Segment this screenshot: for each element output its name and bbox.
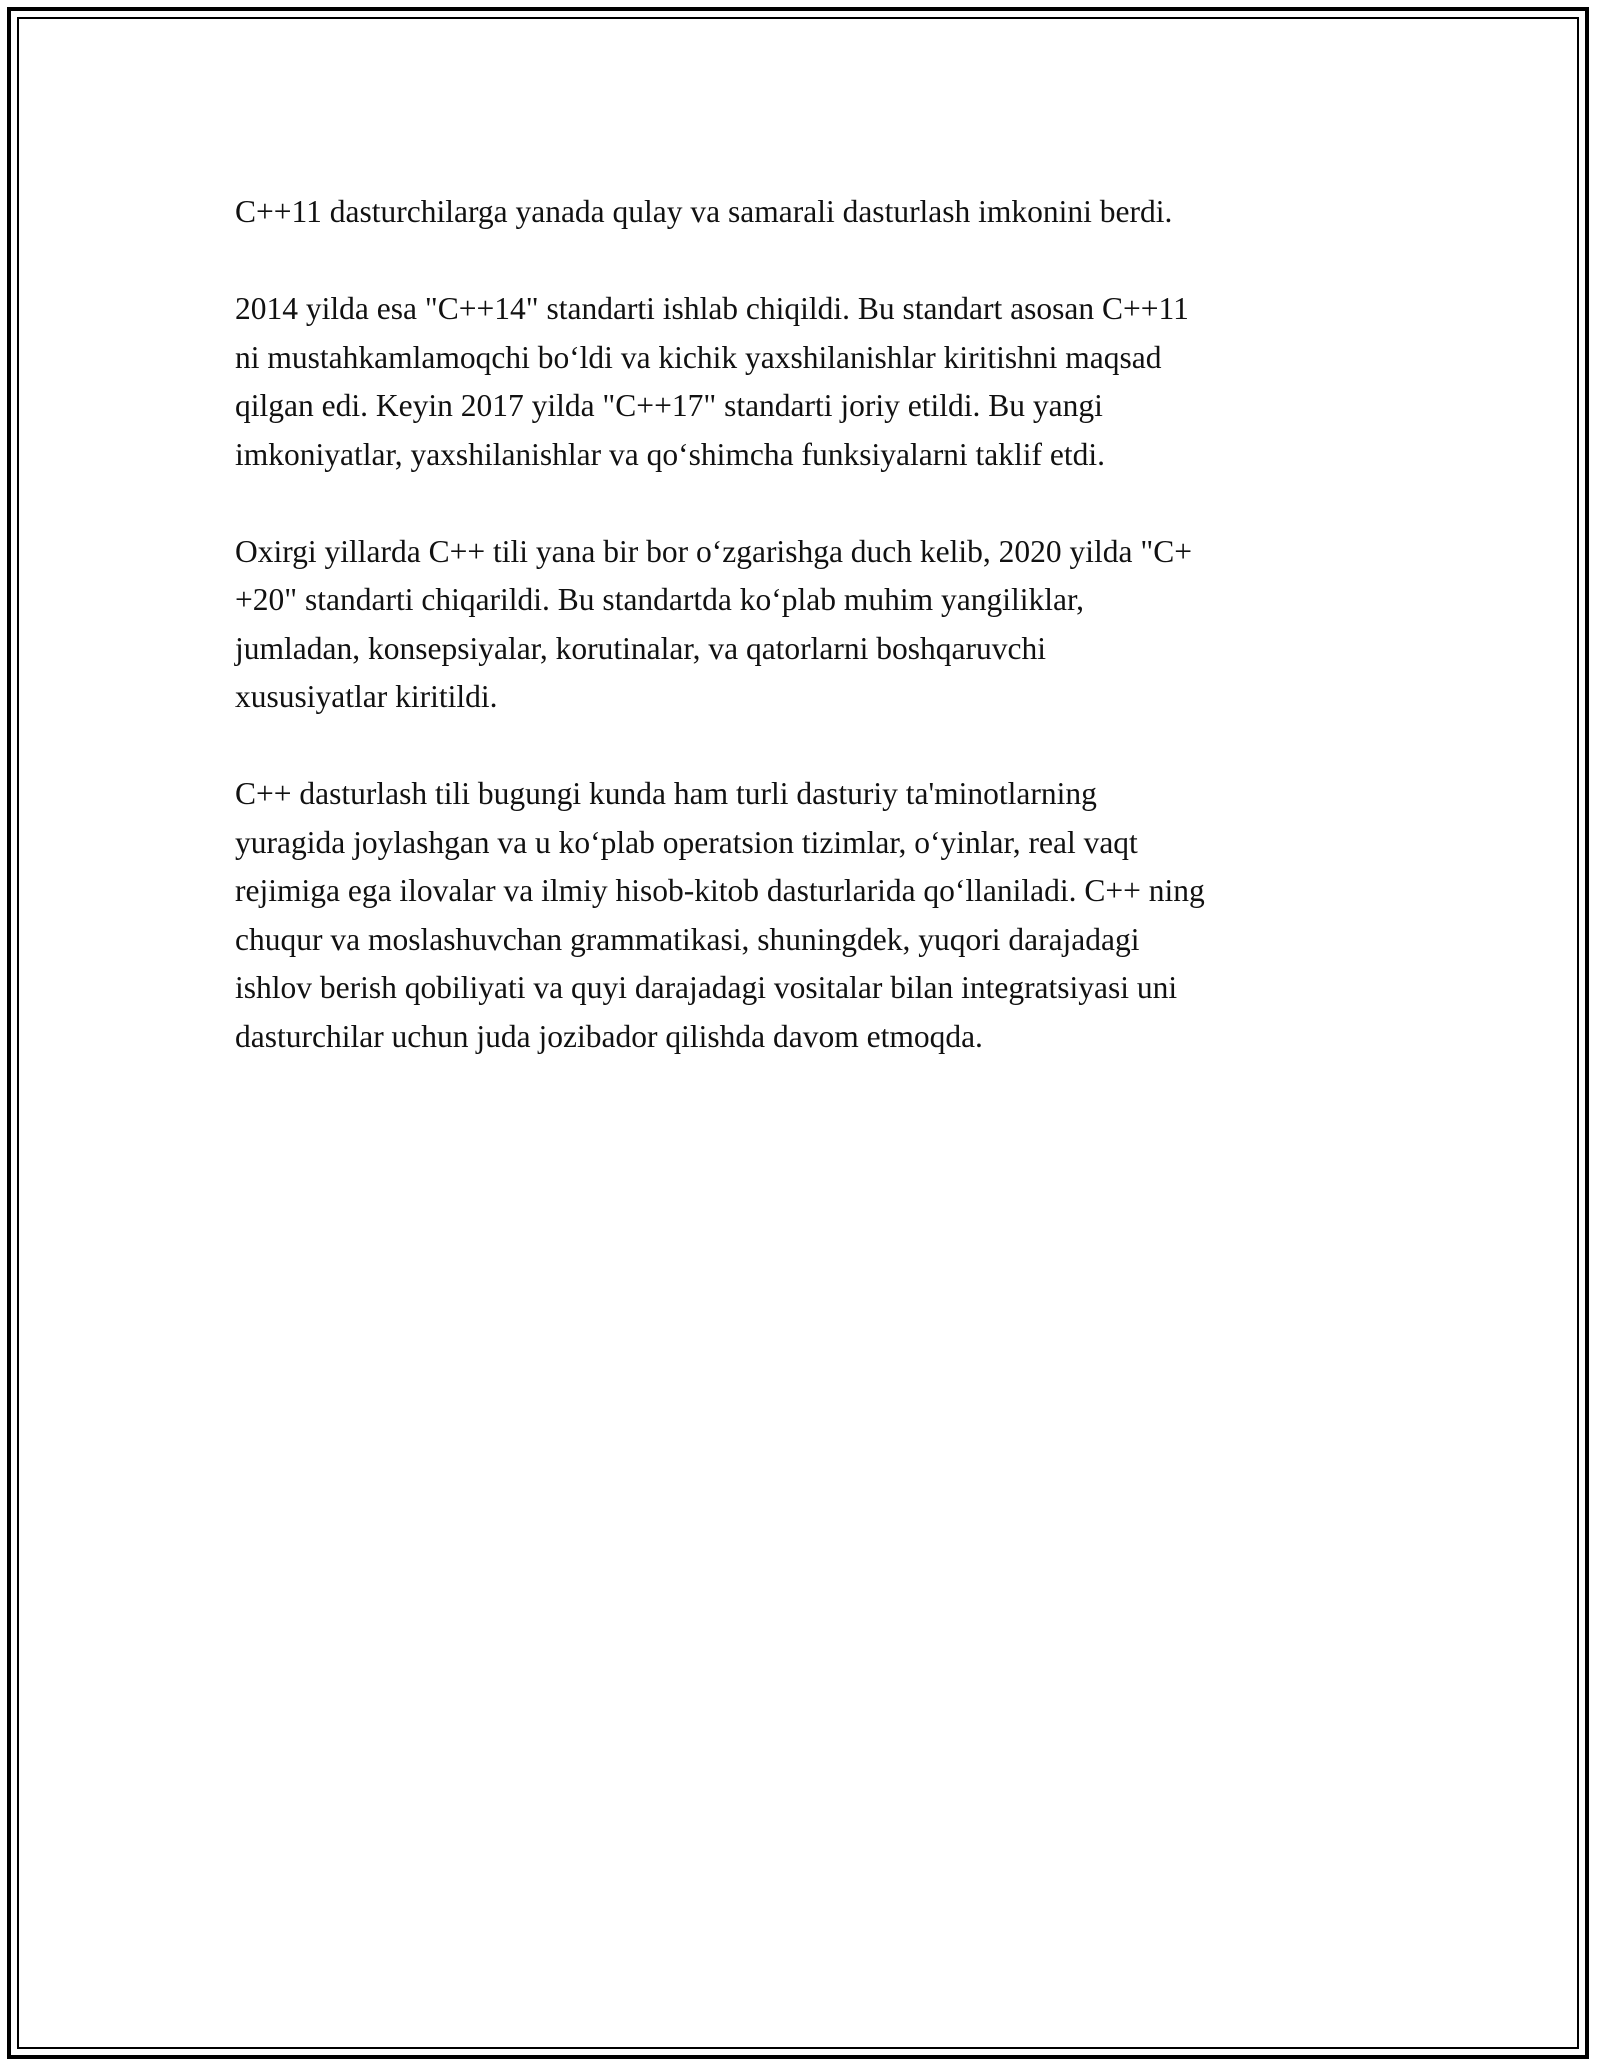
text-line: dasturchilar uchun juda jozibador qilishda davom etmoqda. [235,1018,983,1054]
text-line: rejimiga ega ilovalar va ilmiy hisob-kitob dasturlarida qo‘llaniladi. C++ ning [235,873,1205,908]
text-line: jumladan, konsepsiyalar, korutinalar, va qatorlarni boshqaruvchi [235,630,1046,666]
text-line: Oxirgi yillarda C++ tili yana bir bor o‘zgarishga duch kelib, 2020 yilda "C+ [235,533,1193,569]
paragraph-3 [235,528,1370,722]
text-line: yuragida joylashgan va u ko‘plab operatsion tizimlar, o‘yinlar, real vaqt [235,824,1138,860]
text-line: imkoniyatlar, yaxshilanishlar va qo‘shimcha funksiyalarni taklif etdi. [235,436,1106,472]
text-line: ni mustahkamlamoqchi bo‘ldi va kichik yaxshilanishlar kiritishni maqsad [235,339,1162,375]
text-line: +20" standarti chiqarildi. Bu standartda ko‘plab muhim yangiliklar, [235,582,1085,617]
document-body [235,188,1370,1110]
text-line: qilgan edi. Keyin 2017 yilda "C++17" standarti joriy etildi. Bu yangi [235,388,1103,423]
paragraph-1 [235,188,1370,237]
text-line: C++ dasturlash tili bugungi kunda ham turli dasturiy ta'minotlarning [235,776,1097,811]
text-line: ishlov berish qobiliyati va quyi darajadagi vositalar bilan integratsiyasi uni [235,970,1178,1005]
paragraph-2 [235,285,1370,479]
text-line: chuqur va moslashuvchan grammatikasi, shuningdek, yuqori darajadagi [235,921,1140,957]
paragraph-4 [235,770,1370,1061]
text-line: 2014 yilda esa "C++14" standarti ishlab chiqildi. Bu standart asosan C++11 [235,291,1189,326]
text-line: C++11 dasturchilarga yanada qulay va samarali dasturlash imkonini berdi. [235,194,1173,229]
text-line: xususiyatlar kiritildi. [235,679,498,714]
